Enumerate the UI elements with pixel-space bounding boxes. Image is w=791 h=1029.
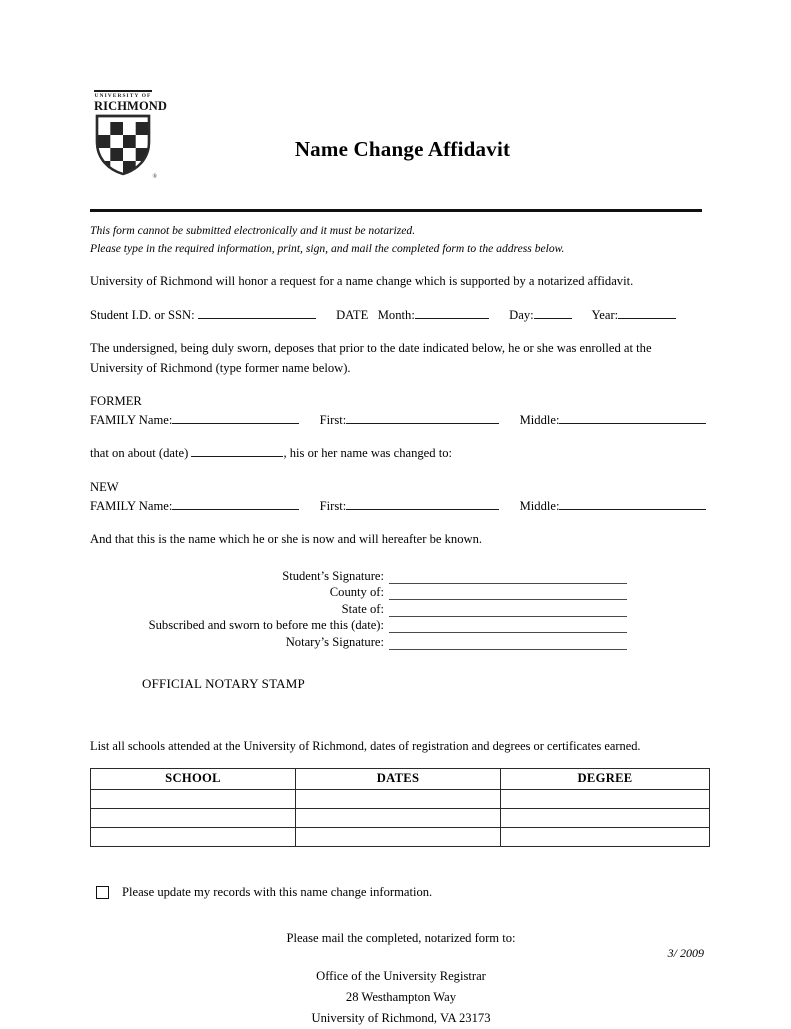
new-middle-label: Middle: [519, 498, 560, 513]
changed-prefix: that on about (date) [90, 446, 189, 460]
signature-row-county [90, 584, 706, 601]
month-label: Month: [377, 307, 415, 322]
table-row [91, 827, 710, 846]
notary-signature-input[interactable] [389, 635, 627, 650]
address-line-1: Office of the University Registrar [316, 968, 486, 983]
new-heading: NEW [90, 479, 119, 494]
notary-stamp-label: OFFICIAL NOTARY STAMP [142, 675, 305, 691]
logo-richmond-text: RICHMOND [94, 99, 168, 113]
new-family-input[interactable] [172, 497, 299, 510]
state-label: State of: [341, 601, 384, 616]
former-name-row [90, 411, 706, 430]
update-records-label: Please update my records with this name change information. [122, 884, 433, 899]
signature-row-notary [90, 633, 706, 650]
sworn-date-input[interactable] [389, 618, 627, 633]
changed-suffix: , his or her name was changed to: [283, 446, 453, 460]
signature-block [90, 567, 706, 650]
date-label: DATE [336, 307, 369, 322]
header-divider [90, 209, 702, 212]
page-title: Name Change Affidavit [294, 137, 511, 161]
page-header [0, 0, 791, 200]
day-input[interactable] [534, 306, 572, 319]
county-label: County of: [329, 585, 384, 599]
cell-school[interactable] [91, 789, 296, 808]
table-row [91, 808, 710, 827]
notary-signature-label: Notary’s Signature: [285, 634, 384, 649]
undersigned-line-2: University of Richmond (type former name below). [90, 360, 351, 375]
sworn-date-label: Subscribed and sworn to before me this (date): [148, 618, 384, 632]
new-name-block [90, 478, 706, 516]
student-signature-label: Student’s Signature: [282, 568, 384, 583]
former-middle-input[interactable] [559, 411, 706, 424]
logo-university-text: UNIVERSITY OF [94, 93, 152, 99]
undersigned-line-1: The undersigned, being duly sworn, deposes that prior to the date indicated below, he or she was enrolled at the [90, 341, 652, 355]
registered-mark: ® [152, 174, 157, 180]
student-id-input[interactable] [198, 306, 316, 319]
county-input[interactable] [389, 585, 627, 600]
notice-line-1: This form cannot be submitted electronically and it must be notarized. [90, 224, 416, 237]
cell-school[interactable] [91, 827, 296, 846]
cell-dates[interactable] [296, 789, 501, 808]
change-date-input[interactable] [191, 444, 283, 457]
former-family-label: FAMILY Name: [90, 413, 173, 427]
schools-instruction: List all schools attended at the University of Richmond, dates of registration and degrees or certificates earned. [90, 739, 641, 753]
new-family-label: FAMILY Name: [90, 498, 173, 513]
intro-paragraph: University of Richmond will honor a request for a name change which is supported by a notarized affidavit. [90, 274, 634, 288]
signature-row-student [90, 567, 706, 584]
new-first-label: First: [319, 498, 347, 513]
column-header-dates: DATES [296, 768, 501, 789]
hereafter-paragraph: And that this is the name which he or she is now and will hereafter be known. [90, 531, 483, 546]
identification-line [90, 306, 706, 326]
logo-top-rule [94, 90, 152, 92]
state-input[interactable] [389, 602, 627, 617]
year-label: Year: [591, 307, 619, 322]
signature-row-sworn-date [90, 617, 706, 634]
notice-line-2: Please type in the required information, print, sign, and mail the completed form to the address below. [90, 242, 565, 255]
day-label: Day: [509, 307, 534, 322]
university-logo [93, 90, 168, 181]
new-first-input[interactable] [346, 497, 499, 510]
registrar-address [90, 966, 706, 1029]
cell-dates[interactable] [296, 808, 501, 827]
schools-table [90, 768, 710, 847]
table-row [91, 789, 710, 808]
signature-row-state [90, 600, 706, 617]
undersigned-paragraph [90, 339, 706, 378]
former-middle-label: Middle: [519, 413, 560, 427]
cell-degree[interactable] [501, 789, 710, 808]
cell-degree[interactable] [501, 808, 710, 827]
cell-degree[interactable] [501, 827, 710, 846]
address-line-2: 28 Westhampton Way [345, 989, 457, 1004]
electronic-submission-notice [90, 222, 706, 258]
new-name-row [90, 497, 706, 516]
year-input[interactable] [618, 306, 676, 319]
cell-dates[interactable] [296, 827, 501, 846]
month-input[interactable] [415, 306, 489, 319]
former-first-label: First: [319, 413, 347, 427]
former-first-input[interactable] [346, 411, 499, 424]
cell-school[interactable] [91, 808, 296, 827]
address-line-3: University of Richmond, VA 23173 [311, 1010, 491, 1025]
name-changed-line [90, 444, 706, 464]
student-id-label: Student I.D. or SSN: [90, 307, 195, 322]
column-header-school: SCHOOL [91, 768, 296, 789]
form-content [90, 222, 706, 1029]
update-records-checkbox[interactable] [96, 886, 109, 899]
former-family-input[interactable] [172, 411, 299, 424]
mail-instruction: Please mail the completed, notarized form to: [286, 931, 516, 945]
former-heading: FORMER [90, 394, 142, 408]
column-header-degree: DEGREE [501, 768, 710, 789]
student-signature-input[interactable] [389, 569, 627, 584]
former-name-block [90, 392, 706, 430]
revision-date: 3/ 2009 [667, 946, 704, 960]
new-middle-input[interactable] [559, 497, 706, 510]
update-records-row[interactable] [90, 883, 706, 903]
table-header-row [91, 768, 710, 789]
